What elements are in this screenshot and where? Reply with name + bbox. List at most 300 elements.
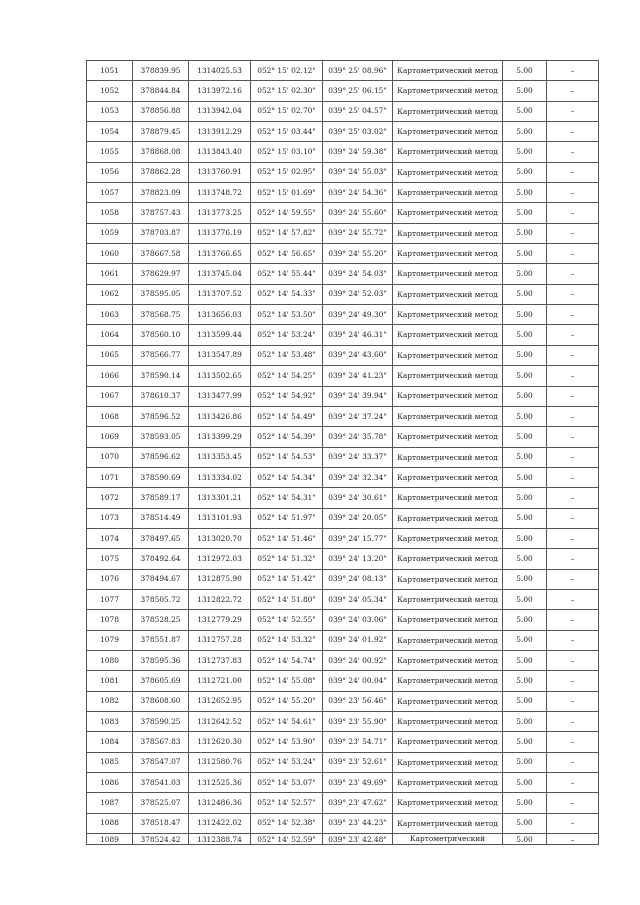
method-cell: Картометрический метод — [393, 162, 503, 182]
accuracy-cell: 5.00 — [503, 142, 547, 162]
table-row — [87, 752, 599, 772]
x-coordinate-cell: 378703.87 — [133, 223, 189, 243]
note-cell: – — [547, 447, 599, 467]
table-row — [87, 61, 599, 81]
y-coordinate-cell: 1313599.44 — [189, 325, 251, 345]
method-cell: Картометрический метод — [393, 101, 503, 121]
note-cell: – — [547, 122, 599, 142]
longitude-cell: 039° 23' 56.46" — [323, 691, 393, 711]
point-number-cell: 1058 — [87, 203, 133, 223]
latitude-cell: 052° 14' 54.25" — [251, 366, 323, 386]
y-coordinate-cell: 1313656.03 — [189, 305, 251, 325]
method-cell: Картометрический метод — [393, 142, 503, 162]
latitude-cell: 052° 15' 02.30" — [251, 81, 323, 101]
method-cell: Картометрический метод — [393, 793, 503, 813]
table-row — [87, 834, 599, 845]
accuracy-cell: 5.00 — [503, 752, 547, 772]
y-coordinate-cell: 1312972.03 — [189, 549, 251, 569]
x-coordinate-cell: 378494.67 — [133, 569, 189, 589]
method-cell: Картометрический метод — [393, 752, 503, 772]
table-row — [87, 793, 599, 813]
point-number-cell: 1077 — [87, 589, 133, 609]
method-cell: Картометрический метод — [393, 203, 503, 223]
method-cell: Картометрический метод — [393, 773, 503, 793]
y-coordinate-cell: 1312779.29 — [189, 610, 251, 630]
method-cell: Картометрический метод — [393, 284, 503, 304]
table-row — [87, 467, 599, 487]
note-cell: – — [547, 162, 599, 182]
longitude-cell: 039° 24' 43.60" — [323, 345, 393, 365]
y-coordinate-cell: 1313773.25 — [189, 203, 251, 223]
latitude-cell: 052° 14' 51.97" — [251, 508, 323, 528]
x-coordinate-cell: 378518.47 — [133, 813, 189, 833]
y-coordinate-cell: 1313477.99 — [189, 386, 251, 406]
longitude-cell: 039° 24' 05.34" — [323, 589, 393, 609]
longitude-cell: 039° 24' 08.13" — [323, 569, 393, 589]
table-row — [87, 712, 599, 732]
method-cell: Картометрический метод — [393, 183, 503, 203]
longitude-cell: 039° 24' 01.92" — [323, 630, 393, 650]
note-cell: – — [547, 712, 599, 732]
y-coordinate-cell: 1313776.19 — [189, 223, 251, 243]
table-row — [87, 305, 599, 325]
longitude-cell: 039° 23' 49.69" — [323, 773, 393, 793]
table-row — [87, 284, 599, 304]
y-coordinate-cell: 1313426.86 — [189, 406, 251, 426]
accuracy-cell: 5.00 — [503, 467, 547, 487]
point-number-cell: 1065 — [87, 345, 133, 365]
latitude-cell: 052° 14' 53.90" — [251, 732, 323, 752]
latitude-cell: 052° 14' 55.08" — [251, 671, 323, 691]
table-row — [87, 671, 599, 691]
method-cell: Картометрический метод — [393, 813, 503, 833]
point-number-cell: 1086 — [87, 773, 133, 793]
method-cell: Картометрический метод — [393, 732, 503, 752]
point-number-cell: 1081 — [87, 671, 133, 691]
accuracy-cell: 5.00 — [503, 284, 547, 304]
longitude-cell: 039° 24' 32.34" — [323, 467, 393, 487]
note-cell: – — [547, 101, 599, 121]
note-cell: – — [547, 264, 599, 284]
method-cell: Картометрический метод — [393, 508, 503, 528]
method-cell: Картометрический метод — [393, 244, 503, 264]
x-coordinate-cell: 378839.95 — [133, 61, 189, 81]
method-cell: Картометрический метод — [393, 528, 503, 548]
table-row — [87, 589, 599, 609]
longitude-cell: 039° 24' 54.03" — [323, 264, 393, 284]
x-coordinate-cell: 378590.69 — [133, 467, 189, 487]
longitude-cell: 039° 24' 00.04" — [323, 671, 393, 691]
y-coordinate-cell: 1313942.04 — [189, 101, 251, 121]
point-number-cell: 1056 — [87, 162, 133, 182]
table-row — [87, 244, 599, 264]
y-coordinate-cell: 1313760.91 — [189, 162, 251, 182]
note-cell: – — [547, 386, 599, 406]
point-number-cell: 1078 — [87, 610, 133, 630]
note-cell: – — [547, 427, 599, 447]
y-coordinate-cell: 1313101.93 — [189, 508, 251, 528]
latitude-cell: 052° 14' 52.57" — [251, 793, 323, 813]
y-coordinate-cell: 1312642.52 — [189, 712, 251, 732]
y-coordinate-cell: 1313547.89 — [189, 345, 251, 365]
point-number-cell: 1066 — [87, 366, 133, 386]
point-number-cell: 1057 — [87, 183, 133, 203]
accuracy-cell: 5.00 — [503, 671, 547, 691]
longitude-cell: 039° 24' 55.60" — [323, 203, 393, 223]
table-row — [87, 813, 599, 833]
accuracy-cell: 5.00 — [503, 345, 547, 365]
accuracy-cell: 5.00 — [503, 488, 547, 508]
longitude-cell: 039° 24' 30.61" — [323, 488, 393, 508]
longitude-cell: 039° 24' 00.92" — [323, 650, 393, 670]
y-coordinate-cell: 1312757.28 — [189, 630, 251, 650]
latitude-cell: 052° 14' 52.38" — [251, 813, 323, 833]
table-row — [87, 732, 599, 752]
point-number-cell: 1084 — [87, 732, 133, 752]
point-number-cell: 1079 — [87, 630, 133, 650]
x-coordinate-cell: 378551.87 — [133, 630, 189, 650]
table-row — [87, 650, 599, 670]
table-row — [87, 508, 599, 528]
latitude-cell: 052° 14' 53.07" — [251, 773, 323, 793]
note-cell: – — [547, 81, 599, 101]
longitude-cell: 039° 24' 03.06" — [323, 610, 393, 630]
accuracy-cell: 5.00 — [503, 813, 547, 833]
accuracy-cell: 5.00 — [503, 203, 547, 223]
point-number-cell: 1072 — [87, 488, 133, 508]
table-row — [87, 325, 599, 345]
accuracy-cell: 5.00 — [503, 406, 547, 426]
x-coordinate-cell: 378593.05 — [133, 427, 189, 447]
accuracy-cell: 5.00 — [503, 569, 547, 589]
method-cell: Картометрический метод — [393, 366, 503, 386]
point-number-cell: 1060 — [87, 244, 133, 264]
y-coordinate-cell: 1312388.74 — [189, 834, 251, 845]
x-coordinate-cell: 378547.07 — [133, 752, 189, 772]
x-coordinate-cell: 378528.25 — [133, 610, 189, 630]
method-cell: Картометрический метод — [393, 386, 503, 406]
accuracy-cell: 5.00 — [503, 122, 547, 142]
latitude-cell: 052° 14' 54.49" — [251, 406, 323, 426]
x-coordinate-cell: 378560.10 — [133, 325, 189, 345]
table-row — [87, 427, 599, 447]
accuracy-cell: 5.00 — [503, 528, 547, 548]
method-cell: Картометрический метод — [393, 345, 503, 365]
y-coordinate-cell: 1313745.04 — [189, 264, 251, 284]
table-row — [87, 203, 599, 223]
point-number-cell: 1083 — [87, 712, 133, 732]
note-cell: – — [547, 345, 599, 365]
table-row — [87, 406, 599, 426]
method-cell: Картометрический метод — [393, 488, 503, 508]
point-number-cell: 1064 — [87, 325, 133, 345]
table-row — [87, 488, 599, 508]
y-coordinate-cell: 1312486.36 — [189, 793, 251, 813]
method-cell: Картометрический метод — [393, 589, 503, 609]
x-coordinate-cell: 378629.97 — [133, 264, 189, 284]
table-row — [87, 264, 599, 284]
table-row — [87, 691, 599, 711]
accuracy-cell: 5.00 — [503, 101, 547, 121]
latitude-cell: 052° 15' 03.44" — [251, 122, 323, 142]
longitude-cell: 039° 23' 52.61" — [323, 752, 393, 772]
accuracy-cell: 5.00 — [503, 630, 547, 650]
accuracy-cell: 5.00 — [503, 183, 547, 203]
latitude-cell: 052° 14' 55.44" — [251, 264, 323, 284]
coordinates-table — [86, 60, 599, 845]
note-cell: – — [547, 284, 599, 304]
method-cell: Картометрический метод — [393, 406, 503, 426]
latitude-cell: 052° 14' 54.33" — [251, 284, 323, 304]
x-coordinate-cell: 378595.05 — [133, 284, 189, 304]
y-coordinate-cell: 1312652.95 — [189, 691, 251, 711]
table-row — [87, 569, 599, 589]
latitude-cell: 052° 14' 54.39" — [251, 427, 323, 447]
x-coordinate-cell: 378590.14 — [133, 366, 189, 386]
point-number-cell: 1053 — [87, 101, 133, 121]
longitude-cell: 039° 24' 55.03" — [323, 162, 393, 182]
longitude-cell: 039° 24' 54.36" — [323, 183, 393, 203]
x-coordinate-cell: 378589.17 — [133, 488, 189, 508]
accuracy-cell: 5.00 — [503, 244, 547, 264]
accuracy-cell: 5.00 — [503, 305, 547, 325]
latitude-cell: 052° 14' 54.61" — [251, 712, 323, 732]
note-cell: – — [547, 732, 599, 752]
point-number-cell: 1074 — [87, 528, 133, 548]
accuracy-cell: 5.00 — [503, 427, 547, 447]
y-coordinate-cell: 1313748.72 — [189, 183, 251, 203]
note-cell: – — [547, 305, 599, 325]
latitude-cell: 052° 14' 54.53" — [251, 447, 323, 467]
latitude-cell: 052° 14' 51.46" — [251, 528, 323, 548]
method-cell: Картометрический метод — [393, 122, 503, 142]
latitude-cell: 052° 14' 54.31" — [251, 488, 323, 508]
x-coordinate-cell: 378856.88 — [133, 101, 189, 121]
point-number-cell: 1088 — [87, 813, 133, 833]
point-number-cell: 1052 — [87, 81, 133, 101]
accuracy-cell: 5.00 — [503, 223, 547, 243]
method-cell: Картометрический метод — [393, 691, 503, 711]
note-cell: – — [547, 650, 599, 670]
note-cell: – — [547, 61, 599, 81]
x-coordinate-cell: 378524.42 — [133, 834, 189, 845]
y-coordinate-cell: 1313912.29 — [189, 122, 251, 142]
method-cell: Картометрический метод — [393, 610, 503, 630]
x-coordinate-cell: 378868.08 — [133, 142, 189, 162]
point-number-cell: 1051 — [87, 61, 133, 81]
x-coordinate-cell: 378568.75 — [133, 305, 189, 325]
y-coordinate-cell: 1312721.00 — [189, 671, 251, 691]
method-cell: Картометрический метод — [393, 630, 503, 650]
table-row — [87, 142, 599, 162]
note-cell: – — [547, 508, 599, 528]
latitude-cell: 052° 14' 51.42" — [251, 569, 323, 589]
y-coordinate-cell: 1313020.70 — [189, 528, 251, 548]
longitude-cell: 039° 25' 08.96" — [323, 61, 393, 81]
x-coordinate-cell: 378757.43 — [133, 203, 189, 223]
method-cell: Картометрический метод — [393, 264, 503, 284]
point-number-cell: 1067 — [87, 386, 133, 406]
longitude-cell: 039° 24' 41.23" — [323, 366, 393, 386]
longitude-cell: 039° 24' 20.05" — [323, 508, 393, 528]
x-coordinate-cell: 378595.36 — [133, 650, 189, 670]
accuracy-cell: 5.00 — [503, 549, 547, 569]
x-coordinate-cell: 378590.25 — [133, 712, 189, 732]
latitude-cell: 052° 14' 51.80" — [251, 589, 323, 609]
longitude-cell: 039° 24' 33.37" — [323, 447, 393, 467]
latitude-cell: 052° 14' 53.50" — [251, 305, 323, 325]
table-row — [87, 386, 599, 406]
x-coordinate-cell: 378566.77 — [133, 345, 189, 365]
accuracy-cell: 5.00 — [503, 589, 547, 609]
accuracy-cell: 5.00 — [503, 81, 547, 101]
table-row — [87, 81, 599, 101]
note-cell: – — [547, 691, 599, 711]
longitude-cell: 039° 24' 37.24" — [323, 406, 393, 426]
x-coordinate-cell: 378541.03 — [133, 773, 189, 793]
accuracy-cell: 5.00 — [503, 447, 547, 467]
table-row — [87, 122, 599, 142]
y-coordinate-cell: 1312875.90 — [189, 569, 251, 589]
latitude-cell: 052° 14' 59.55" — [251, 203, 323, 223]
point-number-cell: 1087 — [87, 793, 133, 813]
longitude-cell: 039° 24' 39.94" — [323, 386, 393, 406]
table-row — [87, 528, 599, 548]
method-cell: Картометрический метод — [393, 650, 503, 670]
latitude-cell: 052° 14' 55.20" — [251, 691, 323, 711]
point-number-cell: 1071 — [87, 467, 133, 487]
table-row — [87, 447, 599, 467]
longitude-cell: 039° 24' 59.38" — [323, 142, 393, 162]
longitude-cell: 039° 23' 47.62" — [323, 793, 393, 813]
x-coordinate-cell: 378862.28 — [133, 162, 189, 182]
x-coordinate-cell: 378844.84 — [133, 81, 189, 101]
note-cell: – — [547, 752, 599, 772]
table-row — [87, 549, 599, 569]
point-number-cell: 1055 — [87, 142, 133, 162]
latitude-cell: 052° 14' 53.24" — [251, 325, 323, 345]
accuracy-cell: 5.00 — [503, 61, 547, 81]
accuracy-cell: 5.00 — [503, 793, 547, 813]
note-cell: – — [547, 488, 599, 508]
accuracy-cell: 5.00 — [503, 386, 547, 406]
longitude-cell: 039° 24' 55.72" — [323, 223, 393, 243]
longitude-cell: 039° 24' 52.03" — [323, 284, 393, 304]
note-cell: – — [547, 569, 599, 589]
note-cell: – — [547, 467, 599, 487]
y-coordinate-cell: 1313972.16 — [189, 81, 251, 101]
x-coordinate-cell: 378492.64 — [133, 549, 189, 569]
x-coordinate-cell: 378667.58 — [133, 244, 189, 264]
longitude-cell: 039° 25' 03.02" — [323, 122, 393, 142]
accuracy-cell: 5.00 — [503, 508, 547, 528]
latitude-cell: 052° 14' 54.92" — [251, 386, 323, 406]
latitude-cell: 052° 15' 02.70" — [251, 101, 323, 121]
table-row — [87, 223, 599, 243]
method-cell: Картометрический — [393, 834, 503, 845]
accuracy-cell: 5.00 — [503, 834, 547, 845]
x-coordinate-cell: 378610.37 — [133, 386, 189, 406]
longitude-cell: 039° 24' 35.78" — [323, 427, 393, 447]
latitude-cell: 052° 14' 54.74" — [251, 650, 323, 670]
note-cell: – — [547, 813, 599, 833]
point-number-cell: 1070 — [87, 447, 133, 467]
latitude-cell: 052° 14' 52.59" — [251, 834, 323, 845]
point-number-cell: 1076 — [87, 569, 133, 589]
point-number-cell: 1080 — [87, 650, 133, 670]
longitude-cell: 039° 24' 55.20" — [323, 244, 393, 264]
y-coordinate-cell: 1313843.40 — [189, 142, 251, 162]
longitude-cell: 039° 23' 55.90" — [323, 712, 393, 732]
accuracy-cell: 5.00 — [503, 773, 547, 793]
y-coordinate-cell: 1312737.83 — [189, 650, 251, 670]
table-row — [87, 366, 599, 386]
note-cell: – — [547, 223, 599, 243]
method-cell: Картометрический метод — [393, 305, 503, 325]
note-cell: – — [547, 630, 599, 650]
latitude-cell: 052° 14' 54.34" — [251, 467, 323, 487]
point-number-cell: 1062 — [87, 284, 133, 304]
latitude-cell: 052° 14' 52.55" — [251, 610, 323, 630]
y-coordinate-cell: 1313766.65 — [189, 244, 251, 264]
accuracy-cell: 5.00 — [503, 610, 547, 630]
note-cell: – — [547, 142, 599, 162]
longitude-cell: 039° 25' 06.15" — [323, 81, 393, 101]
note-cell: – — [547, 325, 599, 345]
table-row — [87, 630, 599, 650]
method-cell: Картометрический метод — [393, 447, 503, 467]
latitude-cell: 052° 15' 02.12" — [251, 61, 323, 81]
table-row — [87, 162, 599, 182]
y-coordinate-cell: 1313502.65 — [189, 366, 251, 386]
y-coordinate-cell: 1312620.30 — [189, 732, 251, 752]
coordinates-table-body — [87, 61, 599, 845]
y-coordinate-cell: 1313707.52 — [189, 284, 251, 304]
x-coordinate-cell: 378596.52 — [133, 406, 189, 426]
longitude-cell: 039° 24' 46.31" — [323, 325, 393, 345]
y-coordinate-cell: 1312525.36 — [189, 773, 251, 793]
note-cell: – — [547, 528, 599, 548]
table-row — [87, 101, 599, 121]
note-cell: – — [547, 244, 599, 264]
x-coordinate-cell: 378567.83 — [133, 732, 189, 752]
point-number-cell: 1075 — [87, 549, 133, 569]
latitude-cell: 052° 14' 53.24" — [251, 752, 323, 772]
longitude-cell: 039° 24' 49.30" — [323, 305, 393, 325]
method-cell: Картометрический метод — [393, 569, 503, 589]
latitude-cell: 052° 14' 53.32" — [251, 630, 323, 650]
y-coordinate-cell: 1313353.45 — [189, 447, 251, 467]
method-cell: Картометрический метод — [393, 223, 503, 243]
y-coordinate-cell: 1313301.21 — [189, 488, 251, 508]
longitude-cell: 039° 24' 13.20" — [323, 549, 393, 569]
latitude-cell: 052° 14' 57.82" — [251, 223, 323, 243]
point-number-cell: 1082 — [87, 691, 133, 711]
method-cell: Картометрический метод — [393, 61, 503, 81]
note-cell: – — [547, 589, 599, 609]
table-row — [87, 183, 599, 203]
note-cell: – — [547, 366, 599, 386]
method-cell: Картометрический метод — [393, 427, 503, 447]
method-cell: Картометрический метод — [393, 671, 503, 691]
accuracy-cell: 5.00 — [503, 691, 547, 711]
longitude-cell: 039° 23' 42.48" — [323, 834, 393, 845]
y-coordinate-cell: 1313334.02 — [189, 467, 251, 487]
x-coordinate-cell: 378608.60 — [133, 691, 189, 711]
table-row — [87, 610, 599, 630]
method-cell: Картометрический метод — [393, 712, 503, 732]
latitude-cell: 052° 14' 53.48" — [251, 345, 323, 365]
